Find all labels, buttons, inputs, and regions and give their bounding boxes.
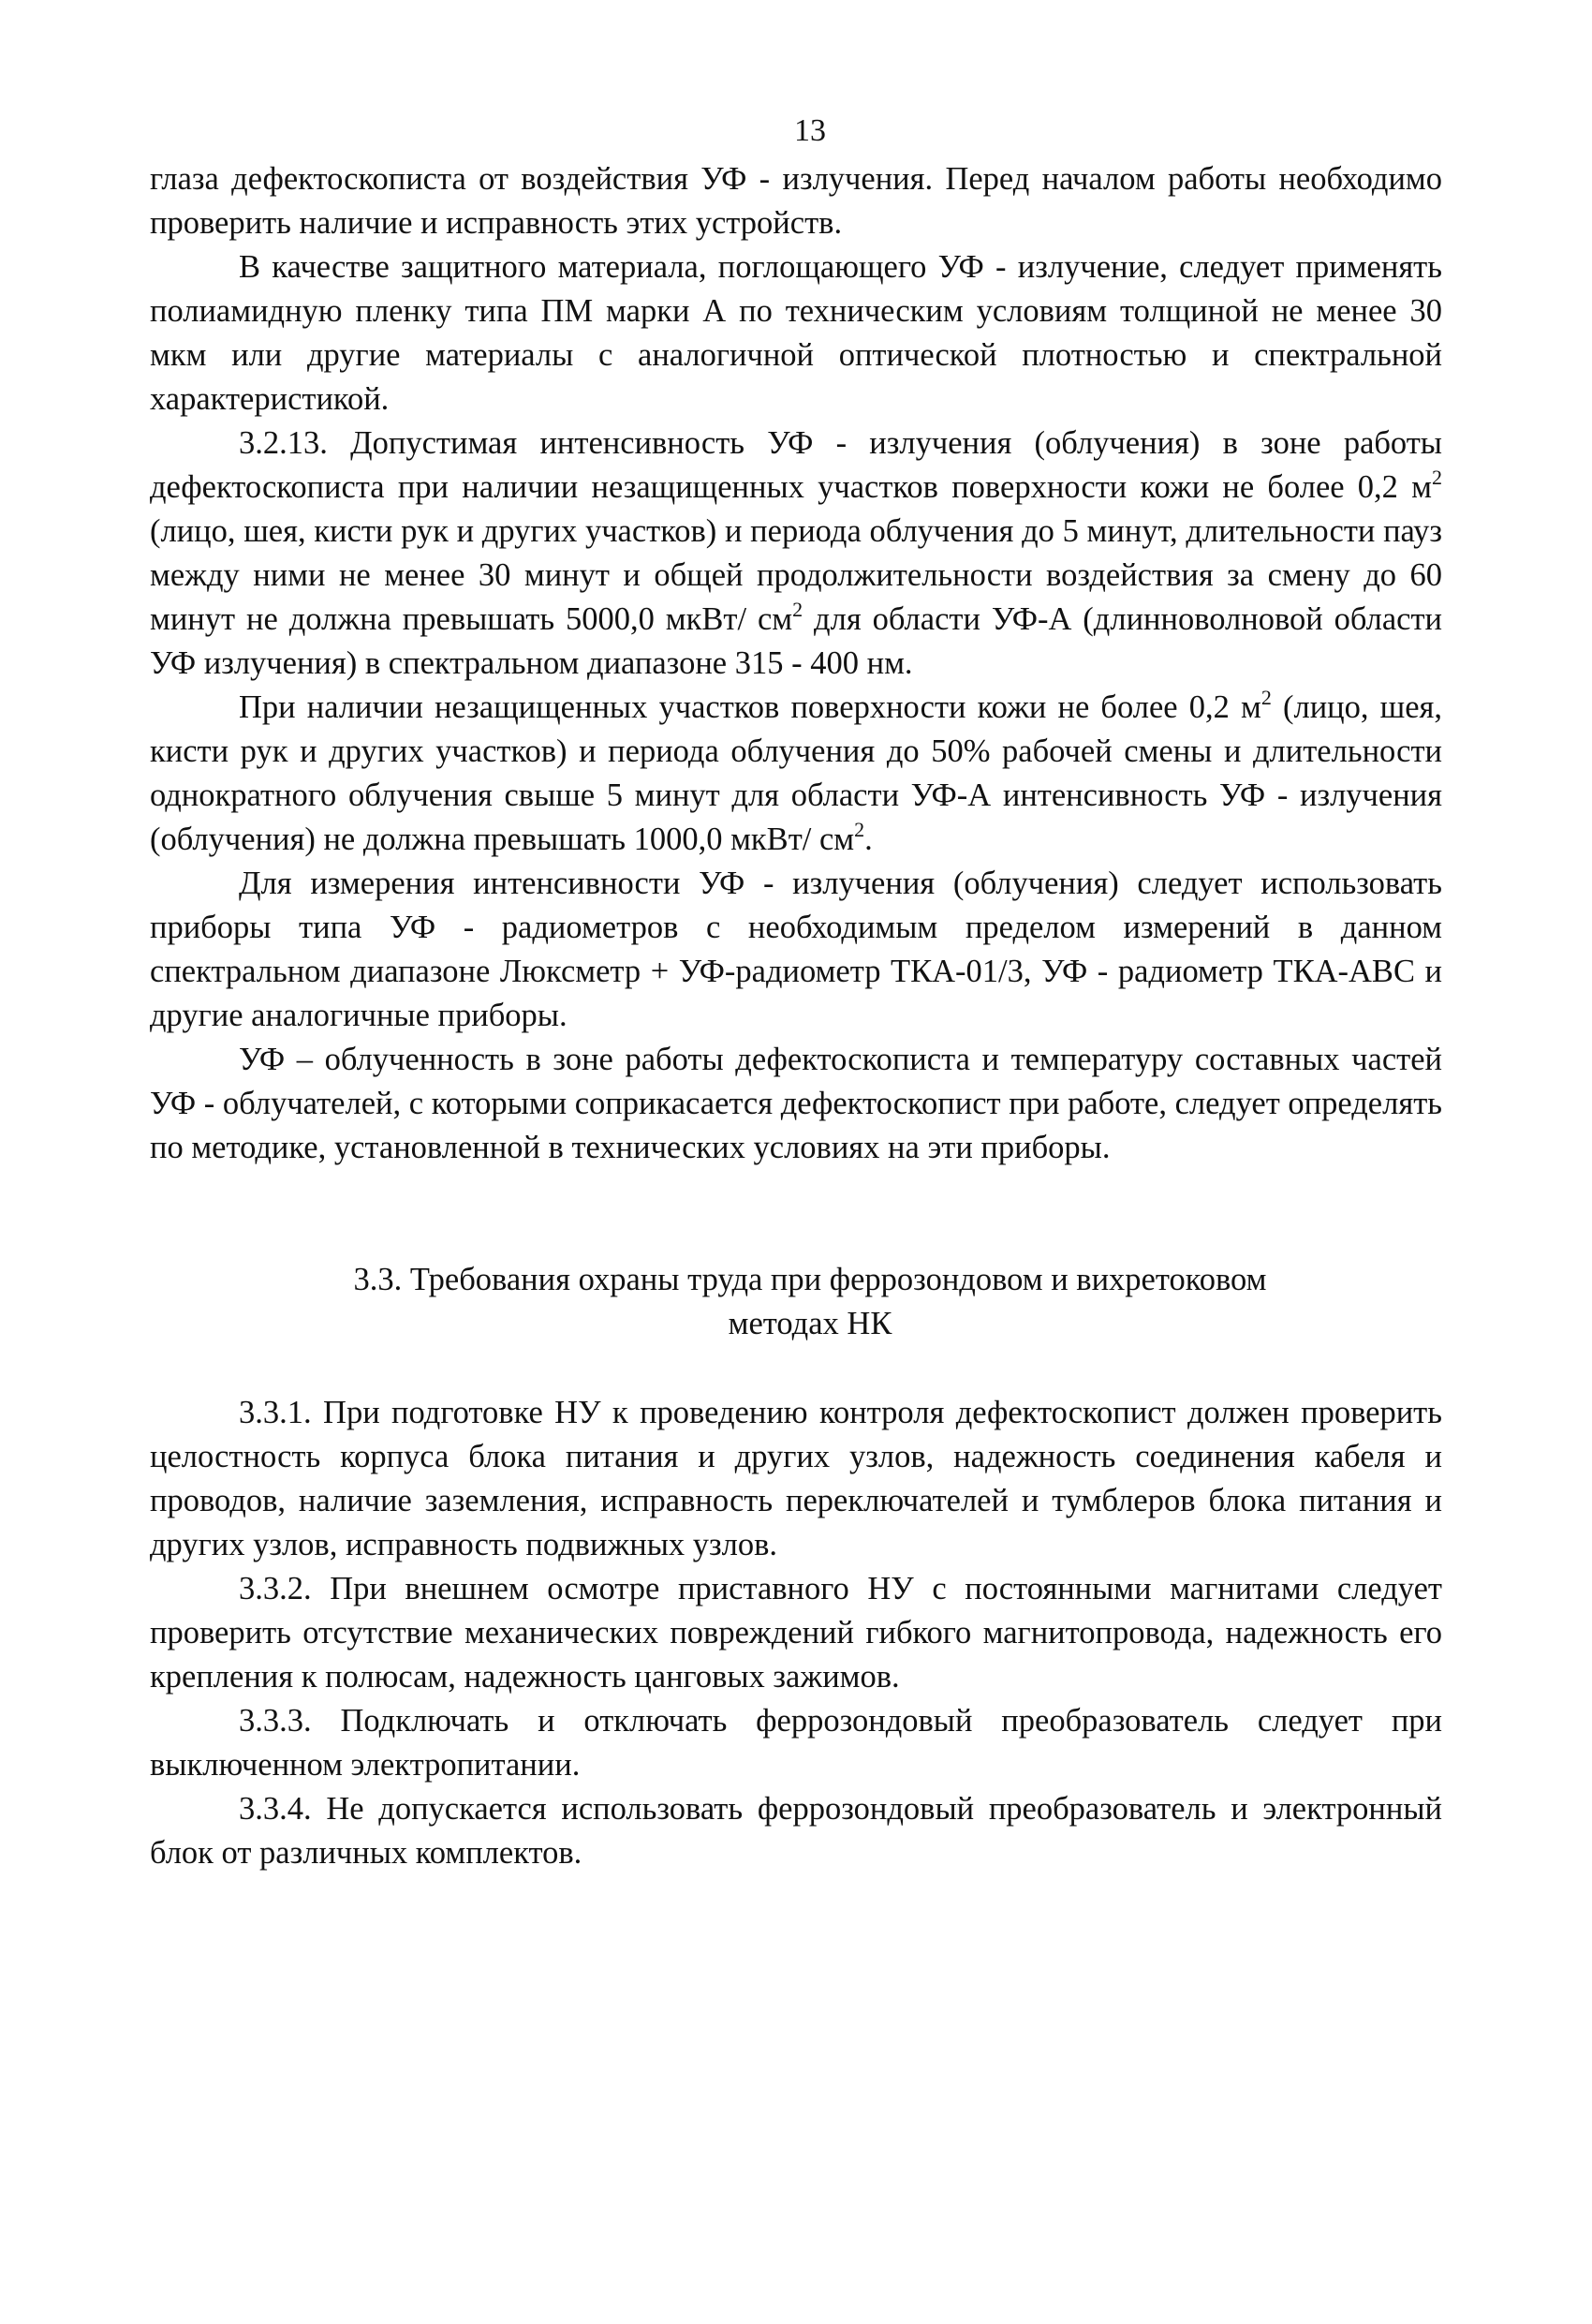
paragraph-unprotected-skin-text-b: (лицо, шея, кисти рук и других участков) и периода облучения до 50% рабочей смены и длительности однократного облучения свыше 5 минут для области УФ-А интенсивность УФ - излучения (облучения) не должна превышать 1000,0 мкВт/ см <box>150 689 1443 857</box>
superscript: 2 <box>1432 466 1442 489</box>
paragraph-3-2-13-text-c: для области УФ-А (длинноволновой области УФ излучения) в спектральном диапазоне 315 - 400 нм. <box>150 601 1442 681</box>
document-page <box>150 112 1442 1875</box>
paragraph-unprotected-skin <box>150 686 1442 862</box>
superscript: 2 <box>854 818 865 841</box>
paragraph-3-3-1: 3.3.1. При подготовке НУ к проведению контроля дефектоскопист должен проверить целостность корпуса блока питания и других узлов, надежность соединения кабеля и проводов, наличие заземления, исправность переключателей и тумблеров блока питания и других узлов, исправность подвижных узлов. <box>150 1395 1442 1562</box>
paragraph-measurement-devices: Для измерения интенсивности УФ - излучения (облучения) следует использовать приборы типа УФ - радиометров с необходимым пределом измерений в данном спектральном диапазоне Люксметр + УФ-радиометр ТКА-01/3, УФ - радиометр ТКА-АВС и другие аналогичные приборы. <box>150 866 1442 1033</box>
paragraph-3-3-3: 3.3.3. Подключать и отключать феррозондовый преобразователь следует при выключенном электропитании. <box>150 1703 1442 1783</box>
paragraph-3-2-13 <box>150 422 1442 686</box>
section-heading-3-3 <box>150 1258 1442 1346</box>
page-number: 13 <box>794 113 826 148</box>
paragraph-3-2-13-text-b: (лицо, шея, кисти рук и других участков) и периода облучения до 5 минут, длительности пауз между ними не менее 30 минут и общей продолжительности воздействия за смену до 60 минут не должна превышать 5000,0 мкВт/ см <box>150 513 1442 637</box>
section-heading-line-2: методах НК <box>728 1306 892 1341</box>
superscript: 2 <box>1260 686 1272 709</box>
paragraph-continuation: глаза дефектоскописта от воздействия УФ - излучения. Перед началом работы необходимо проверить наличие и исправность этих устройств. <box>150 161 1442 241</box>
paragraph-uv-irradiance: УФ – облученность в зоне работы дефектоскописта и температуру составных частей УФ - облучателей, с которыми соприкасается дефектоскопист при работе, следует определять по методике, установленной в технических условиях на эти приборы. <box>150 1042 1442 1165</box>
paragraph-3-3-4: 3.3.4. Не допускается использовать феррозондовый преобразователь и электронный блок от различных комплектов. <box>150 1791 1442 1871</box>
paragraph-3-3-2: 3.3.2. При внешнем осмотре приставного НУ с постоянными магнитами следует проверить отсутствие механических повреждений гибкого магнитопровода, надежность его крепления к полюсам, надежность цанговых зажимов. <box>150 1571 1442 1695</box>
paragraph-protective-material: В качестве защитного материала, поглощающего УФ - излучение, следует применять полиамидную пленку типа ПМ марки А по техническим условиям толщиной не менее 30 мкм или другие материалы с аналогичной оптической плотностью и спектральной характеристикой. <box>150 249 1442 417</box>
superscript: 2 <box>792 598 803 621</box>
section-heading-line-1: 3.3. Требования охраны труда при феррозондовом и вихретоковом <box>353 1262 1267 1297</box>
paragraph-unprotected-skin-text-a: При наличии незащищенных участков поверхности кожи не более 0,2 м <box>239 689 1261 725</box>
paragraph-unprotected-skin-text-c: . <box>864 822 873 857</box>
paragraph-3-2-13-text-a: 3.2.13. Допустимая интенсивность УФ - излучения (облучения) в зоне работы дефектоскописта при наличии незащищенных участков поверхности кожи не более 0,2 м <box>150 425 1442 505</box>
